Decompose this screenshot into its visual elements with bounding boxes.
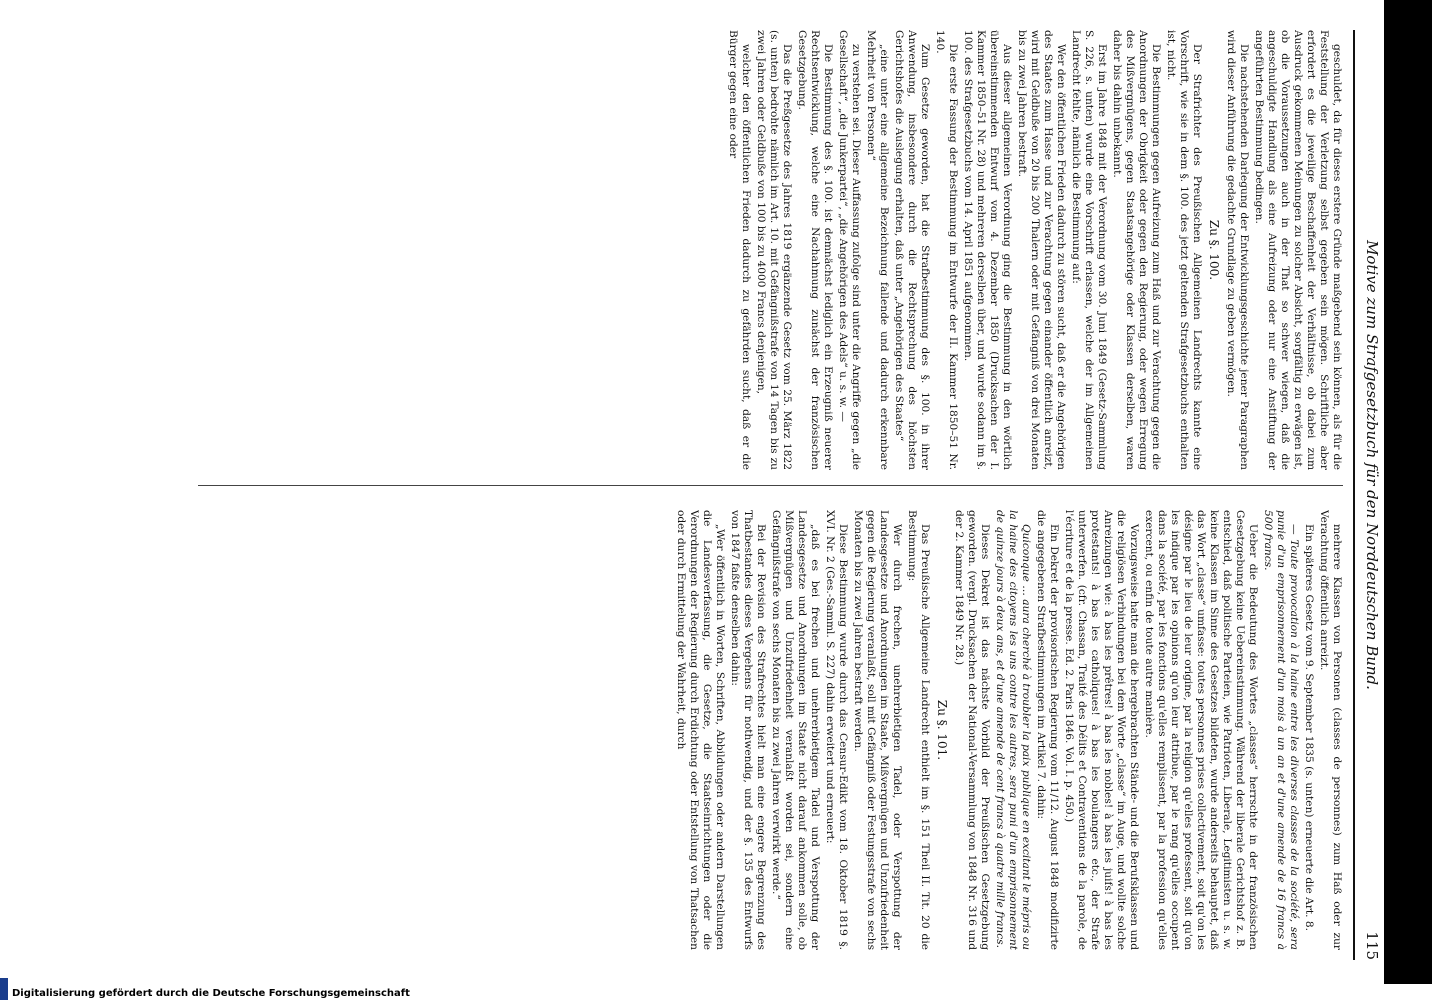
paragraph: Zum Gesetze geworden, hat die Strafbestimmung des §. 100. in ihrer Anwendung, insbesondere durch die Rechtsprechung des höchsten Gerichtshofes die Auslegung erhalten, daß unter „Angehörigen des Staates“ <box>893 30 931 470</box>
paragraph: zu verstehen sei. Dieser Auffassung zufolge sind unter die Angriffe gegen „die Gesellschaft“, „die Junkerpartei“, „die Angehörigen des Adels“ u. s. w. — <box>837 30 862 470</box>
section-heading: Zu §. 101. <box>935 699 949 761</box>
paragraph: Diese Bestimmung wurde durch das Censur-Edikt vom 18. Oktober 1819 §. XVI. Nr. 2 (Ges.-Samml. S. 227) dahin erweitert und erneuert: <box>824 510 849 950</box>
paragraph: Ein Dekret der provisorischen Regierung vom 11/12. August 1848 modifizirte die angegebenen Strafbestimmungen im Artikel 7. dahin: <box>1035 510 1060 950</box>
paragraph: Der Strafrichter des Preußischen Allgemeinen Landrechts kannte eine Vorschrift, wie sie in dem §. 100. des jetzt geltenden Strafgesetzbuchs enthalten ist, nicht. <box>1165 30 1203 470</box>
page-number: 115 <box>1363 931 1381 960</box>
footer-bar <box>0 984 1432 1000</box>
paragraph: Bei der Revision des Strafrechtes hielt man eine engere Begrenzung des Thatbestandes dieses Vergehens für nothwendig, und der §. 135 des Entwurfs von 1847 faßte denselben dahin: <box>729 510 767 950</box>
paragraph: Vorzugsweise hatte man die hergebrachten Stände- und die Berufsklassen und die religiösen Verbindungen bei dem Worte „classe“ im Auge, und wollte solche Anreizungen wie: à bas les prêtres! à bas les nobles! à bas les juifs! à bas les protestants! à bas les catholiques! à bas les boulangers etc., der Strafe unterwerfen. (cfr. Chassan, Traité des Délits et Contraventions de la parole, de l'écriture et de la presse. Ed. 2. Paris 1846. Vol. I. p. 450.) <box>1063 510 1140 950</box>
quotation: „daß es bei frechen und unehrerbietigem Tadel und Verspottung der Landesgesetze und Anordnungen im Staate nicht darauf ankommen solle, ob Mißvergnügen und Unzufriedenheit veranlaßt worden sei, sondern eine Gefängnißstrafe von sechs Monaten bis zu zwei Jahren verwirkt werde.“ <box>770 510 821 950</box>
quotation: Wer durch frechen, unehrerbietigen Tadel, oder Verspottung der Landesgesetze und Anordnungen im Staate, Mißvergnügen und Unzufriedenheit gegen die Regierung veranlaßt, soll mit Gefängniß oder Festungsstrafe von sechs Monaten bis zu zwei Jahren bestraft werden. <box>852 510 903 950</box>
right-column <box>193 510 1343 950</box>
scan-corner-shadow <box>1384 0 1432 30</box>
quotation: Wer den öffentlichen Frieden dadurch zu stören sucht, daß er die Angehörigen des Staates zum Hasse und zur Verachtung gegen einander öffentlich anreizt, wird mit Geldbuße von 20 bis 200 Thalern oder mit Gefängniß von drei Monaten bis zu zwei Jahren bestraft. <box>1016 30 1067 470</box>
french-quotation: — Toute provocation à la haine entre les diverses classes de la société, sera punie d'un emprisonnement d'un mois à un an et d'une amende de 16 francs à 500 francs. <box>1262 510 1300 950</box>
paragraph: Das Preußische Allgemeine Landrecht enthielt im §. 151 Theil II. Tit. 20 die Bestimmung: <box>906 510 931 950</box>
quotation: „Wer öffentlich in Worten, Schriften, Abbildungen oder andern Darstellungen die Landesverfassung, die Gesetze, die Staatseinrichtungen oder die Verordnungen der Regierung durch Erdichtung oder Entstellung von Thatsachen oder durch Ermittelung der Wahrheit, durch <box>675 510 726 950</box>
quotation: welcher den öffentlichen Frieden dadurch zu gefährden sucht, daß er die Bürger gegen eine oder <box>727 30 752 470</box>
paragraph: Aus dieser allgemeinen Verordnung ging die Bestimmung in den wörtlich übereinstimmenden Entwurf vom 4. Dezember 1850 (Drucksachen der I. Kammer 1850–51 Nr. 28) und mehreren derselben über, und wurde sodann im §. 100. des Strafgesetzbuchs vom 14. April 1851 aufgenommen. <box>962 30 1013 470</box>
paragraph: Erst im Jahre 1848 mit der Verordnung vom 30. Juni 1849 (Gesetz-Sammlung S. 226, s. unten) wurde eine Vorschrift erlassen, welche der im Allgemeinen Landrecht fehlte, nämlich die Bestimmung auf: <box>1070 30 1108 470</box>
paragraph: Die nachstehenden Darlegung der Entwicklungsgeschichte jener Paragraphen wird dieser Anführung die gedachte Grundlage zu geben vermögen. <box>1225 30 1250 470</box>
paragraph: Die Bestimmungen gegen Aufreizung zum Haß und zur Verachtung gegen die Anordnungen der Obrigkeit oder gegen den Regierung, oder wegen Erregung des Mißvergnügens, gegen Staatsangehörige oder Klassen derselben, waren daher bis dahin unbekannt. <box>1111 30 1162 470</box>
head-rule <box>1353 30 1355 960</box>
paragraph: Das die Preßgesetze des Jahres 1819 ergänzende Gesetz vom 25. März 1822 (s. unten) bedrohte nämlich im Art. 10. mit Gefängnißstrafe von 14 Tagen bis zu zwei Jahren oder Geldbuße von 100 bis zu 4000 Francs denjenigen, <box>755 30 793 470</box>
section-heading: Zu §. 100. <box>1207 219 1221 281</box>
paragraph: Die erste Fassung der Bestimmung im Entwurfe der II. Kammer 1850–51 Nr. 140. <box>934 30 959 470</box>
paragraph: geschuldet, da für dieses erstere Gründe maßgebend sein können, als für die Feststellung der Verletzung selbst gegeben sein mögen. Schriftliche aber erfordert es die jeweilige Beschaffenheit der Verhältnisse, ob dabei zum Ausdruck gekommenen Meinungen zu solcher Absicht, sorgfältig zu erwägen ist, ob die Voraussetzungen auch in der That so schwer wiegen, daß die angeschuldigte Handlung als eine Aufreizung oder nur eine Anstiftung der angeführten Bestimmung bedingen. <box>1253 30 1343 470</box>
dfg-logo-icon <box>0 978 8 1000</box>
rotated-page-content <box>188 30 1383 960</box>
paragraph: mehrere Klassen von Personen (classes de personnes) zum Haß oder zur Verachtung öffentlich anreizt. <box>1318 510 1343 950</box>
scan-edge-border <box>1384 0 1432 1000</box>
running-head <box>1355 30 1383 960</box>
paragraph: Dieses Dekret ist das nächste Vorbild der Preußischen Gesetzgebung geworden. (vergl. Drucksachen der National-Versammlung von 1848 Nr. 316 und der 2. Kammer 1849 Nr. 28.) <box>953 510 991 950</box>
paragraph: Ein späteres Gesetz vom 9. September 1835 (s. unten) erneuerte die Art. 8. <box>1303 524 1315 931</box>
running-head-title: Motive zum Strafgesetzbuch für den Norddeutschen Bund. <box>1363 240 1381 690</box>
page-body <box>188 30 1383 960</box>
paragraph: Die Bestimmung des §. 100. ist demnächst lediglich ein Erzeugniß neuerer Rechtsentwicklung, welche eine Nachahmung zunächst der französischen Gesetzgebung. <box>796 30 834 470</box>
quotation: „eine unter eine allgemeine Bezeichnung fallende und dadurch erkennbare Mehrheit von Personen“ <box>865 30 890 470</box>
french-quotation: Quiconque … aura cherché à troubler la paix publique en excitant le mépris ou la haine des citoyens les uns contre les autres, sera puni d'un emprisonnement de quinze jours à deux ans, et d'une amende de cent francs à quatre mille francs. <box>994 510 1032 950</box>
column-divider <box>198 485 1343 486</box>
footer-credit: Digitalisierung gefördert durch die Deutsche Forschungsgemeinschaft <box>12 988 410 999</box>
paragraph: Ueber die Bedeutung des Wortes „classes“ herrschte in der französischen Gesetzgebung keine Uebereinstimmung. Während der liberale Gerichtshof z. B. entschied, daß politische Parteien, wie Patrioten, Liberale, Legitimisten u. s. w. keine Klassen im Sinne des Gesetzes bildeten, wurde anderseits behauptet, daß das Wort „classe“ umfasse: toutes personnes prises collectivement, soit qu'on les désigne par le lieu de leur origine, par la religion qu'elles professent, soit qu'on les indique par les opinions qu'on leur attribue, par le rang qu'elles occupent dans la société, par les fonctions qu'elles remplissent, par la profession qu'elles exercent, ou enfin de toute autre manière. <box>1143 510 1259 950</box>
left-column <box>193 30 1343 470</box>
